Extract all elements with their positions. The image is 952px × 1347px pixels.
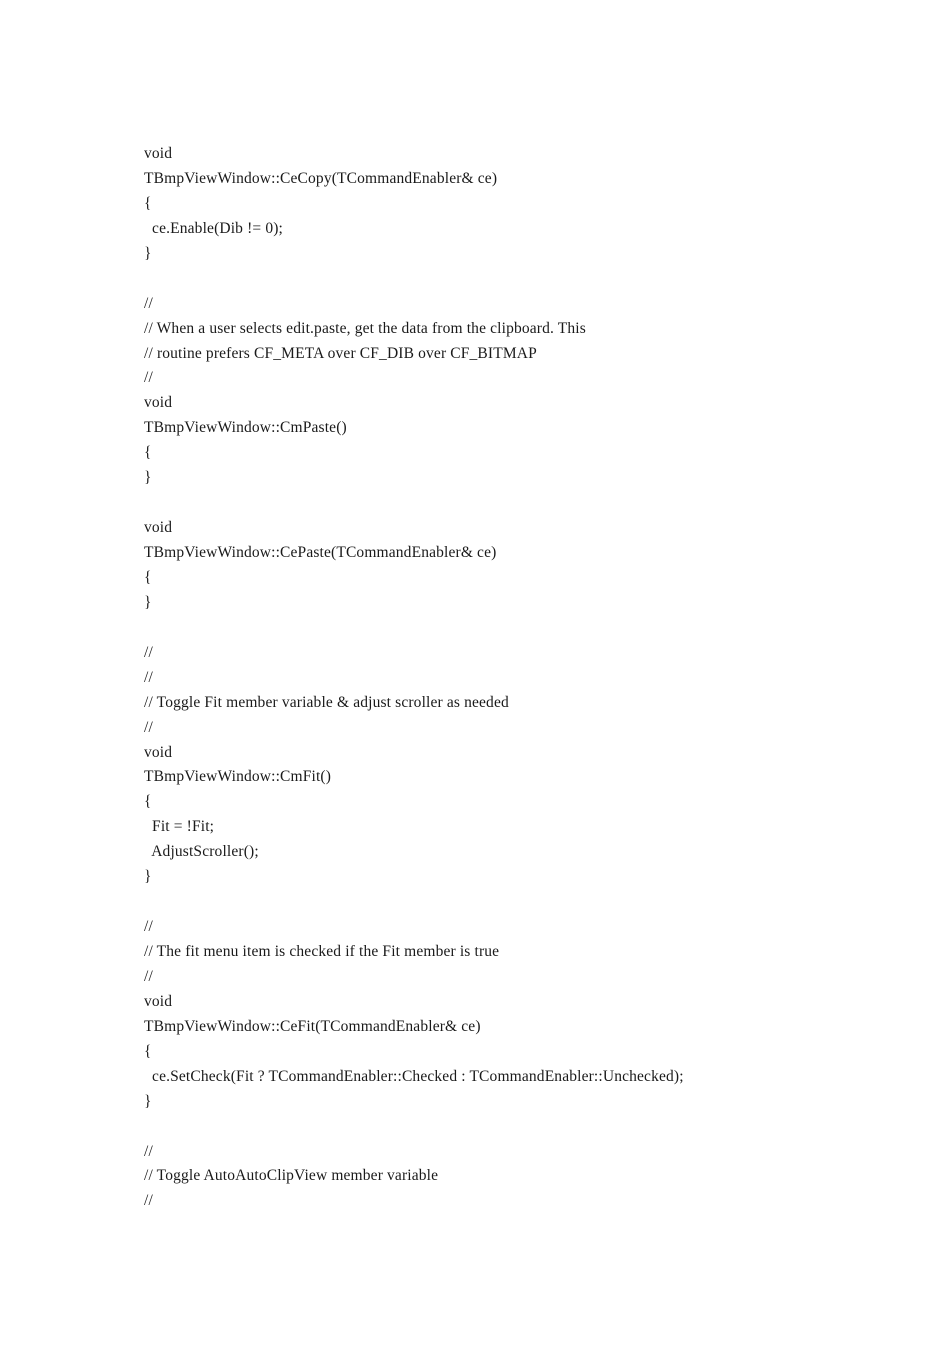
code-listing — [144, 142, 684, 1214]
code-line: void — [144, 519, 173, 537]
code-line: // — [144, 1142, 153, 1160]
code-line: TBmpViewWindow::CePaste(TCommandEnabler& ce) — [144, 544, 497, 561]
code-line — [144, 1115, 684, 1140]
code-line: // routine prefers CF_META over CF_DIB over CF_BITMAP — [144, 344, 537, 362]
code-line: } — [144, 593, 152, 611]
code-line: AdjustScroller(); — [144, 843, 259, 861]
code-line — [144, 616, 684, 641]
code-line: // — [144, 643, 153, 661]
code-line: } — [144, 244, 152, 262]
code-line: { — [144, 568, 152, 586]
code-line: // Toggle AutoAutoClipView member variable — [144, 1167, 439, 1185]
code-line: void — [144, 743, 173, 761]
code-line: // — [144, 718, 153, 736]
code-line: void — [144, 145, 173, 162]
code-line: void — [144, 992, 173, 1010]
code-line — [144, 890, 684, 915]
code-line: TBmpViewWindow::CeFit(TCommandEnabler& ce) — [144, 1017, 481, 1035]
code-line: // — [144, 1192, 153, 1210]
code-line: { — [144, 194, 152, 212]
code-line: // — [144, 967, 153, 985]
code-line: // When a user selects edit.paste, get the data from the clipboard. This — [144, 319, 586, 337]
code-line: } — [144, 868, 152, 886]
code-line: // The fit menu item is checked if the Fit member is true — [144, 943, 500, 960]
code-line: // Toggle Fit member variable & adjust scroller as needed — [144, 693, 509, 711]
code-line: ce.Enable(Dib != 0); — [144, 219, 284, 237]
code-line: { — [144, 1042, 152, 1060]
code-line: TBmpViewWindow::CmFit() — [144, 768, 332, 786]
code-line: ce.SetCheck(Fit ? TCommandEnabler::Checked : TCommandEnabler::Unchecked); — [144, 1067, 684, 1085]
code-line: TBmpViewWindow::CmPaste() — [144, 419, 347, 437]
code-line: { — [144, 444, 152, 462]
code-line — [144, 267, 684, 292]
code-line: } — [144, 1092, 152, 1110]
code-line: // — [144, 369, 153, 387]
code-line: { — [144, 793, 152, 811]
code-line — [144, 491, 684, 516]
code-line: } — [144, 469, 152, 487]
code-line: // — [144, 668, 153, 686]
code-line: // — [144, 918, 153, 936]
code-line: // — [144, 294, 153, 312]
code-line: void — [144, 394, 173, 412]
code-line: TBmpViewWindow::CeCopy(TCommandEnabler& ce) — [144, 169, 498, 187]
code-line: Fit = !Fit; — [144, 818, 215, 836]
